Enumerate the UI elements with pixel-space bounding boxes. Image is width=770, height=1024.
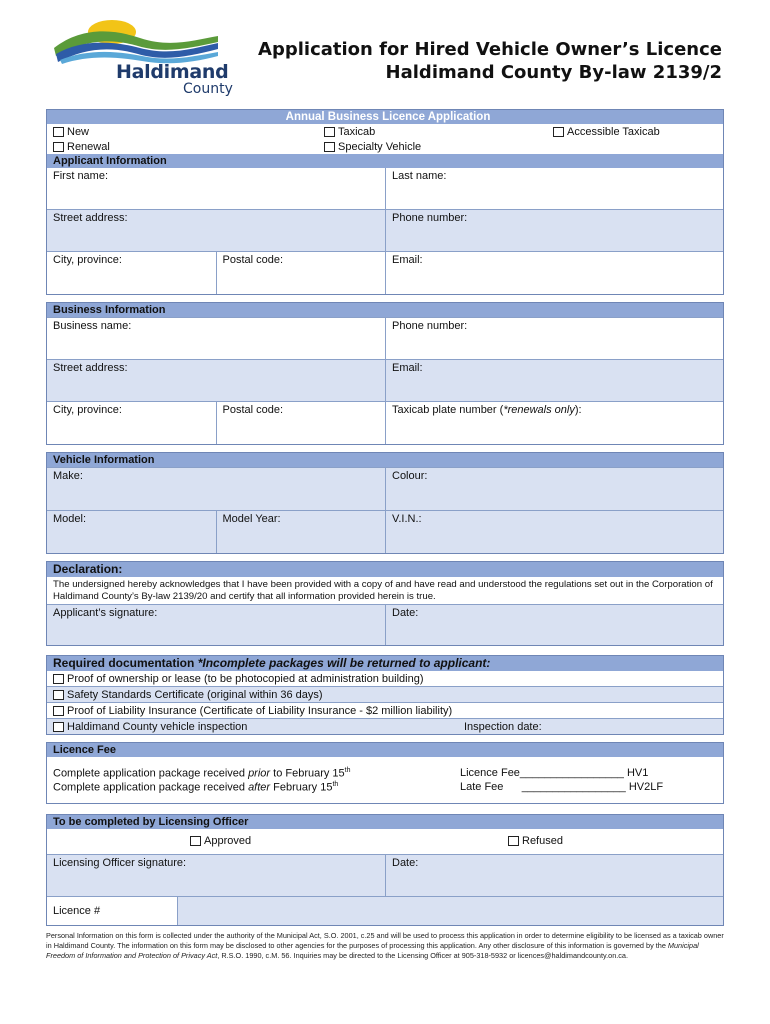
plate-label-end: ):	[574, 404, 582, 416]
business-city-label: City, province:	[53, 404, 122, 416]
fee-line-after-sup: th	[332, 781, 339, 788]
new-label: New	[67, 126, 90, 138]
privacy-text-2: , R.S.O. 1990, c.M. 56. Inquiries may be directed to the Licensing Officer at 905-318-5932 or licences@haldimandcounty.on.ca.	[217, 951, 629, 961]
vin-field[interactable]	[385, 511, 723, 553]
refused-label: Refused	[522, 835, 563, 847]
taxicab-plate-field[interactable]	[385, 402, 723, 444]
applicant-signature-field[interactable]	[47, 605, 385, 645]
officer-heading: To be completed by Licensing Officer	[47, 815, 723, 829]
applicant-phone-label: Phone number:	[392, 212, 468, 224]
specialty-label: Specialty Vehicle	[338, 141, 422, 153]
doc-item-safety[interactable]	[47, 686, 723, 702]
make-label: Make:	[53, 470, 83, 482]
first-name-label: First name:	[53, 170, 109, 182]
declaration-heading: Declaration:	[47, 562, 723, 577]
business-postal-label: Postal code:	[222, 404, 284, 416]
officer-decision	[47, 829, 723, 854]
declaration-date-field[interactable]	[385, 605, 723, 645]
plate-label: Taxicab plate number (	[392, 404, 504, 416]
insurance-label: Proof of Liability Insurance (Certificate of Liability Insurance - $2 million liability)	[67, 704, 453, 717]
safety-label: Safety Standards Certificate (original within 36 days)	[67, 688, 323, 701]
renewal-option[interactable]	[53, 140, 110, 154]
taxicab-label: Taxicab	[338, 126, 376, 138]
specialty-option[interactable]	[324, 140, 421, 154]
business-section	[46, 302, 724, 445]
form-title	[258, 38, 722, 84]
vehicle-heading: Vehicle Information	[47, 453, 723, 467]
approved-option[interactable]	[190, 835, 251, 847]
title-line-2: Haldimand County By-law 2139/2	[385, 62, 722, 83]
last-name-field[interactable]	[385, 168, 723, 209]
late-fee-hv2lf[interactable]: Late Fee _________________ HV2LF	[460, 781, 664, 793]
model-year-field[interactable]	[216, 511, 386, 553]
approved-label: Approved	[204, 835, 252, 847]
documentation-heading	[47, 656, 723, 671]
renewal-checkbox[interactable]	[53, 142, 64, 152]
privacy-notice	[46, 931, 726, 962]
accessible-label: Accessible Taxicab	[567, 126, 660, 138]
inspection-label: Haldimand County vehicle inspection	[67, 720, 248, 733]
business-street-label: Street address:	[53, 362, 128, 374]
inspection-checkbox[interactable]	[53, 722, 64, 732]
new-option[interactable]	[53, 125, 89, 139]
applicant-postal-field[interactable]	[216, 252, 386, 294]
refused-checkbox[interactable]	[508, 836, 519, 846]
licence-fee-heading: Licence Fee	[47, 743, 723, 757]
business-phone-label: Phone number:	[392, 320, 468, 332]
licence-fee-body	[47, 757, 723, 803]
model-year-label: Model Year:	[222, 513, 281, 525]
business-city-field[interactable]	[47, 402, 216, 444]
new-checkbox[interactable]	[53, 127, 64, 137]
officer-date-label: Date:	[392, 857, 419, 869]
applicant-email-field[interactable]	[385, 252, 723, 294]
application-type-heading: Annual Business Licence Application	[47, 110, 723, 124]
fee-line-prior	[53, 767, 351, 780]
officer-signature-field[interactable]	[47, 855, 385, 896]
ownership-checkbox[interactable]	[53, 674, 64, 684]
taxicab-option[interactable]	[324, 125, 375, 139]
business-name-label: Business name:	[53, 320, 132, 332]
fee-line-prior-b: to February 15	[270, 767, 345, 780]
taxicab-checkbox[interactable]	[324, 127, 335, 137]
licence-number-label: Licence #	[53, 905, 101, 917]
fee-line-after-em: after	[248, 781, 271, 794]
licence-fee-hv1[interactable]: Licence Fee_________________ HV1	[460, 767, 649, 779]
business-phone-field[interactable]	[385, 318, 723, 359]
licence-number-field[interactable]	[177, 897, 723, 925]
officer-date-field[interactable]	[385, 855, 723, 896]
doc-item-inspection[interactable]	[47, 718, 723, 734]
application-type-options	[47, 124, 723, 154]
officer-signature-label: Licensing Officer signature:	[53, 857, 187, 869]
make-field[interactable]	[47, 468, 385, 510]
vehicle-section	[46, 452, 724, 554]
business-postal-field[interactable]	[216, 402, 386, 444]
applicant-street-field[interactable]	[47, 210, 385, 251]
licence-number-label-cell	[47, 897, 177, 925]
refused-option[interactable]	[508, 835, 563, 847]
accessible-option[interactable]	[553, 125, 660, 139]
colour-label: Colour:	[392, 470, 428, 482]
fee-line-after	[53, 781, 338, 794]
doc-item-insurance[interactable]	[47, 702, 723, 718]
business-heading: Business Information	[47, 303, 723, 317]
first-name-field[interactable]	[47, 168, 385, 209]
documentation-warning: *Incomplete packages will be returned to applicant:	[197, 656, 491, 670]
declaration-text: The undersigned hereby acknowledges that I have been provided with a copy of and have read and understood the regulations set out in the Corporation of Haldimand County’s By-law 2139/20 and certify that all information provided herein is true.	[53, 579, 713, 602]
renewal-label: Renewal	[67, 141, 110, 153]
applicant-signature-label: Applicant’s signature:	[53, 607, 158, 619]
accessible-checkbox[interactable]	[553, 127, 564, 137]
vin-label: V.I.N.:	[392, 513, 422, 525]
applicant-city-field[interactable]	[47, 252, 216, 294]
declaration-section	[46, 561, 724, 646]
fee-line-prior-sup: th	[344, 767, 351, 774]
approved-checkbox[interactable]	[190, 836, 201, 846]
specialty-checkbox[interactable]	[324, 142, 335, 152]
declaration-date-label: Date:	[392, 607, 419, 619]
colour-field[interactable]	[385, 468, 723, 510]
insurance-checkbox[interactable]	[53, 706, 64, 716]
privacy-text-1: Personal Information on this form is collected under the authority of the Municipal Act, S.O. 2001, c.25 and will be used to process this application in order to determine eligibility to be licensed as a taxicab owner in Haldimand County. The information on this form may be disclosed to other agencies for the purposes of processing this application. Any other disclosure of this information is governed by the	[46, 931, 724, 951]
business-email-label: Email:	[392, 362, 423, 374]
applicant-phone-field[interactable]	[385, 210, 723, 251]
inspection-date-label: Inspection date:	[464, 720, 542, 733]
last-name-label: Last name:	[392, 170, 447, 182]
logo-subtitle: County	[183, 81, 233, 97]
officer-section	[46, 814, 724, 926]
documentation-heading-text: Required documentation	[53, 656, 198, 670]
model-label: Model:	[53, 513, 87, 525]
applicant-city-label: City, province:	[53, 254, 122, 266]
applicant-postal-label: Postal code:	[222, 254, 284, 266]
plate-renewals-note: *renewals only	[503, 404, 575, 416]
doc-item-ownership[interactable]	[47, 671, 723, 686]
fee-line-prior-a: Complete application package received	[53, 767, 249, 780]
business-name-field[interactable]	[47, 318, 385, 359]
business-street-field[interactable]	[47, 360, 385, 401]
county-logo	[50, 18, 250, 98]
fee-line-after-a: Complete application package received	[53, 781, 249, 794]
applicant-heading: Applicant Information	[47, 154, 723, 168]
applicant-street-label: Street address:	[53, 212, 128, 224]
business-email-field[interactable]	[385, 360, 723, 401]
documentation-section	[46, 655, 724, 735]
licence-fee-section	[46, 742, 724, 804]
title-line-1: Application for Hired Vehicle Owner’s Licence	[258, 39, 722, 60]
model-field[interactable]	[47, 511, 216, 553]
ownership-label: Proof of ownership or lease (to be photocopied at administration building)	[67, 672, 424, 685]
fee-line-after-b: February 15	[270, 781, 333, 794]
applicant-section	[46, 109, 724, 295]
safety-checkbox[interactable]	[53, 690, 64, 700]
applicant-email-label: Email:	[392, 254, 423, 266]
privacy-act-name: Municipal Freedom of Information and Protection of Privacy Act	[46, 941, 699, 961]
logo-name: Haldimand	[116, 61, 229, 83]
fee-line-prior-em: prior	[248, 767, 271, 780]
